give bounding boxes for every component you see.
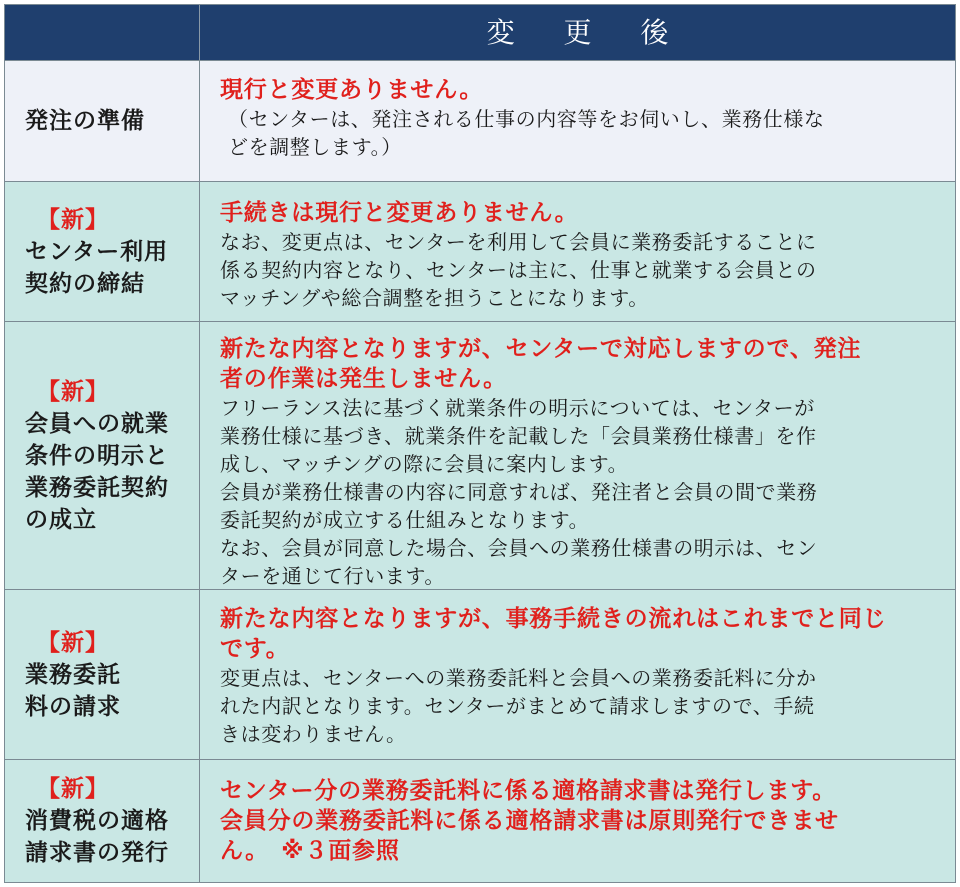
row-label-line: センター利用: [25, 238, 169, 265]
row-label-line: 発注の準備: [25, 108, 145, 134]
row-label-line: 契約の締結: [25, 270, 145, 297]
table-row: [5, 181, 955, 321]
row-label-line: 業務委託契約: [25, 474, 169, 501]
row-label-line: 会員への就業: [25, 410, 169, 437]
row-label-line: 消費税の適格: [25, 808, 169, 834]
body-text: 変更点は、センターへの業務委託料と会員への業務委託料に分か: [220, 666, 817, 690]
red-notice: 会員分の業務委託料に係る適格請求書は原則発行できませ: [220, 808, 839, 834]
body-text: れた内訳となります。センターがまとめて請求しますので、手続: [220, 694, 815, 718]
header-title: 変 更 後: [200, 5, 955, 60]
body-text: マッチングや総合調整を担うことになります。: [220, 286, 649, 310]
body-text: フリーランス法に基づく就業条件の明示については、センターが: [220, 396, 815, 420]
red-notice: センター分の業務委託料に係る適格請求書は発行します。: [220, 778, 837, 804]
table-row: [5, 60, 955, 181]
new-tag: 【新】: [37, 629, 109, 656]
red-notice: 新たな内容となりますが、事務手続きの流れはこれまでと同じ: [220, 606, 887, 632]
red-notice: 現行と変更ありません。: [220, 77, 484, 103]
row-label: [5, 590, 200, 759]
red-notice: 手続きは現行と変更ありません。: [220, 200, 579, 226]
body-text: 会員が業務仕様書の内容に同意すれば、発注者と会員の間で業務: [220, 480, 818, 504]
body-text: どを調整します。）: [228, 135, 402, 159]
table-header: [5, 5, 955, 60]
body-text: 係る契約内容となり、センターは主に、仕事と就業する会員との: [220, 258, 817, 282]
row-label: [5, 322, 200, 589]
body-text: 業務仕様に基づき、就業条件を記載した「会員業務仕様書」を作: [220, 424, 817, 448]
red-notice: です。: [220, 636, 290, 662]
row-content: [200, 61, 955, 181]
new-tag: 【新】: [37, 776, 109, 802]
row-label: [5, 182, 200, 321]
new-tag: 【新】: [37, 378, 109, 405]
body-text: 委託契約が成立する仕組みとなります。: [220, 508, 590, 532]
row-label: [5, 61, 200, 181]
row-label-line: 条件の明示と: [25, 442, 169, 469]
table-row: [5, 321, 955, 589]
row-label: [5, 760, 200, 882]
row-content: [200, 590, 955, 759]
row-label-line: 業務委託: [25, 661, 121, 688]
body-text: （センターは、発注される仕事の内容等をお伺いし、業務仕様な: [228, 107, 825, 131]
body-text: ターを通じて行います。: [220, 564, 445, 588]
row-content: [200, 182, 955, 321]
body-text: なお、会員が同意した場合、会員への業務仕様書の明示は、セン: [220, 536, 818, 560]
table-row: [5, 759, 955, 882]
header-corner: [5, 5, 200, 60]
body-text: なお、変更点は、センターを利用して会員に業務委託することに: [220, 230, 817, 254]
red-notice: 新たな内容となりますが、センターで対応しますので、発注: [220, 336, 862, 362]
comparison-table: [4, 4, 956, 883]
row-label-line: 請求書の発行: [25, 840, 169, 866]
body-text: きは変わりません。: [220, 722, 407, 746]
table-row: [5, 589, 955, 759]
row-content: [200, 760, 955, 882]
row-label-line: の成立: [25, 506, 97, 533]
row-content: [200, 322, 955, 589]
row-label-line: 料の請求: [25, 693, 121, 720]
new-tag: 【新】: [37, 206, 109, 233]
red-notice: 者の作業は発生しません。: [220, 366, 507, 392]
body-text: 成し、マッチングの際に会員に案内します。: [220, 452, 629, 476]
red-notice: ん。 ※３面参照: [220, 838, 400, 864]
